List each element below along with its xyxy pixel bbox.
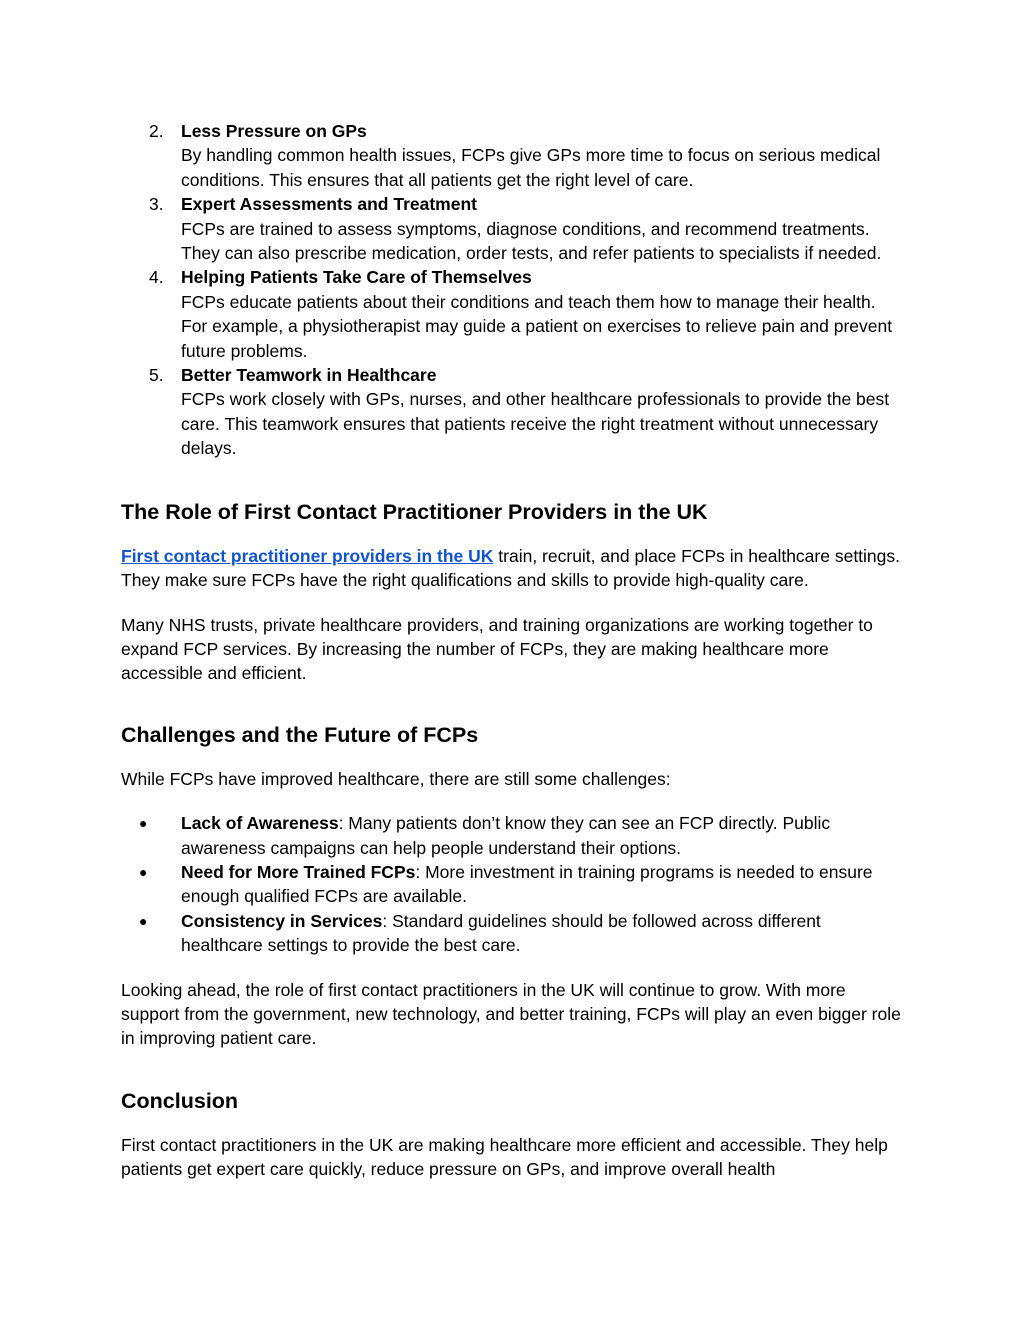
conclusion-heading: Conclusion: [121, 1088, 239, 1113]
list-item-body: FCPs educate patients about their conditions and teach them how to manage their health. For example, a physiotherapist may guide a patient on exercises to relieve pain and prevent future problems.: [181, 291, 893, 361]
bullet-icon: ●: [139, 815, 148, 832]
bullet-icon: ●: [139, 863, 148, 880]
role-heading: The Role of First Contact Practitioner Providers in the UK: [121, 499, 708, 524]
list-item: [121, 811, 901, 860]
bullet-icon: ●: [139, 912, 148, 929]
list-item: [121, 265, 901, 363]
list-item-body: FCPs work closely with GPs, nurses, and other healthcare professionals to provide the best care. This teamwork ensures that patients receive the right treatment without unnecessary delays.: [181, 389, 890, 459]
bullet-term: Lack of Awareness: [181, 813, 339, 834]
bullet-text: : Many patients don’t know they can see an FCP directly. Public awareness campaigns can help people understand their options.: [181, 813, 831, 858]
list-item: [121, 119, 901, 192]
list-item: [121, 363, 901, 461]
list-item-title: Less Pressure on GPs: [181, 121, 367, 141]
list-number: 3.: [149, 194, 164, 215]
list-item: [121, 860, 901, 909]
role-paragraph-1: [121, 544, 901, 593]
list-number: 4.: [149, 267, 164, 288]
challenges-intro: While FCPs have improved healthcare, there are still some challenges:: [121, 768, 671, 789]
list-number: 2.: [149, 121, 164, 141]
role-paragraph-1-text: train, recruit, and place FCPs in healthcare settings. They make sure FCPs have the right qualifications and skills to provide high-quality care.: [121, 545, 901, 591]
bullet-term: Need for More Trained FCPs: [181, 861, 416, 882]
list-number: 5.: [149, 365, 164, 386]
list-item-body: FCPs are trained to assess symptoms, diagnose conditions, and recommend treatments. They can also prescribe medication, order tests, and refer patients to specialists if needed.: [181, 218, 882, 264]
list-item-title: Better Teamwork in Healthcare: [181, 365, 437, 386]
document-page: [121, 119, 901, 1182]
challenges-bullet-list: [121, 811, 901, 957]
list-item-title: Helping Patients Take Care of Themselves: [181, 267, 532, 288]
benefits-numbered-list: [121, 119, 901, 461]
list-item-body: By handling common health issues, FCPs give GPs more time to focus on serious medical conditions. This ensures that all patients get the right level of care.: [181, 145, 881, 190]
bullet-text: : Standard guidelines should be followed across different healthcare settings to provide the best care.: [181, 910, 821, 956]
fcp-providers-link[interactable]: First contact practitioner providers in the UK: [121, 545, 494, 566]
list-item: [121, 909, 901, 958]
list-item: [121, 192, 901, 265]
challenges-outro: Looking ahead, the role of first contact practitioners in the UK will continue to grow. With more support from the government, new technology, and better training, FCPs will play an even bigger role in improving patient care.: [121, 979, 901, 1049]
bullet-term: Consistency in Services: [181, 910, 383, 931]
role-paragraph-2: Many NHS trusts, private healthcare providers, and training organizations are working together to expand FCP services. By increasing the number of FCPs, they are making healthcare more accessible and efficient.: [121, 614, 873, 684]
list-item-title: Expert Assessments and Treatment: [181, 194, 477, 215]
conclusion-paragraph: First contact practitioners in the UK are making healthcare more efficient and accessible. They help patients get expert care quickly, reduce pressure on GPs, and improve overall health: [121, 1134, 888, 1180]
bullet-text: : More investment in training programs is needed to ensure enough qualified FCPs are available.: [181, 861, 873, 907]
challenges-heading: Challenges and the Future of FCPs: [121, 722, 479, 747]
